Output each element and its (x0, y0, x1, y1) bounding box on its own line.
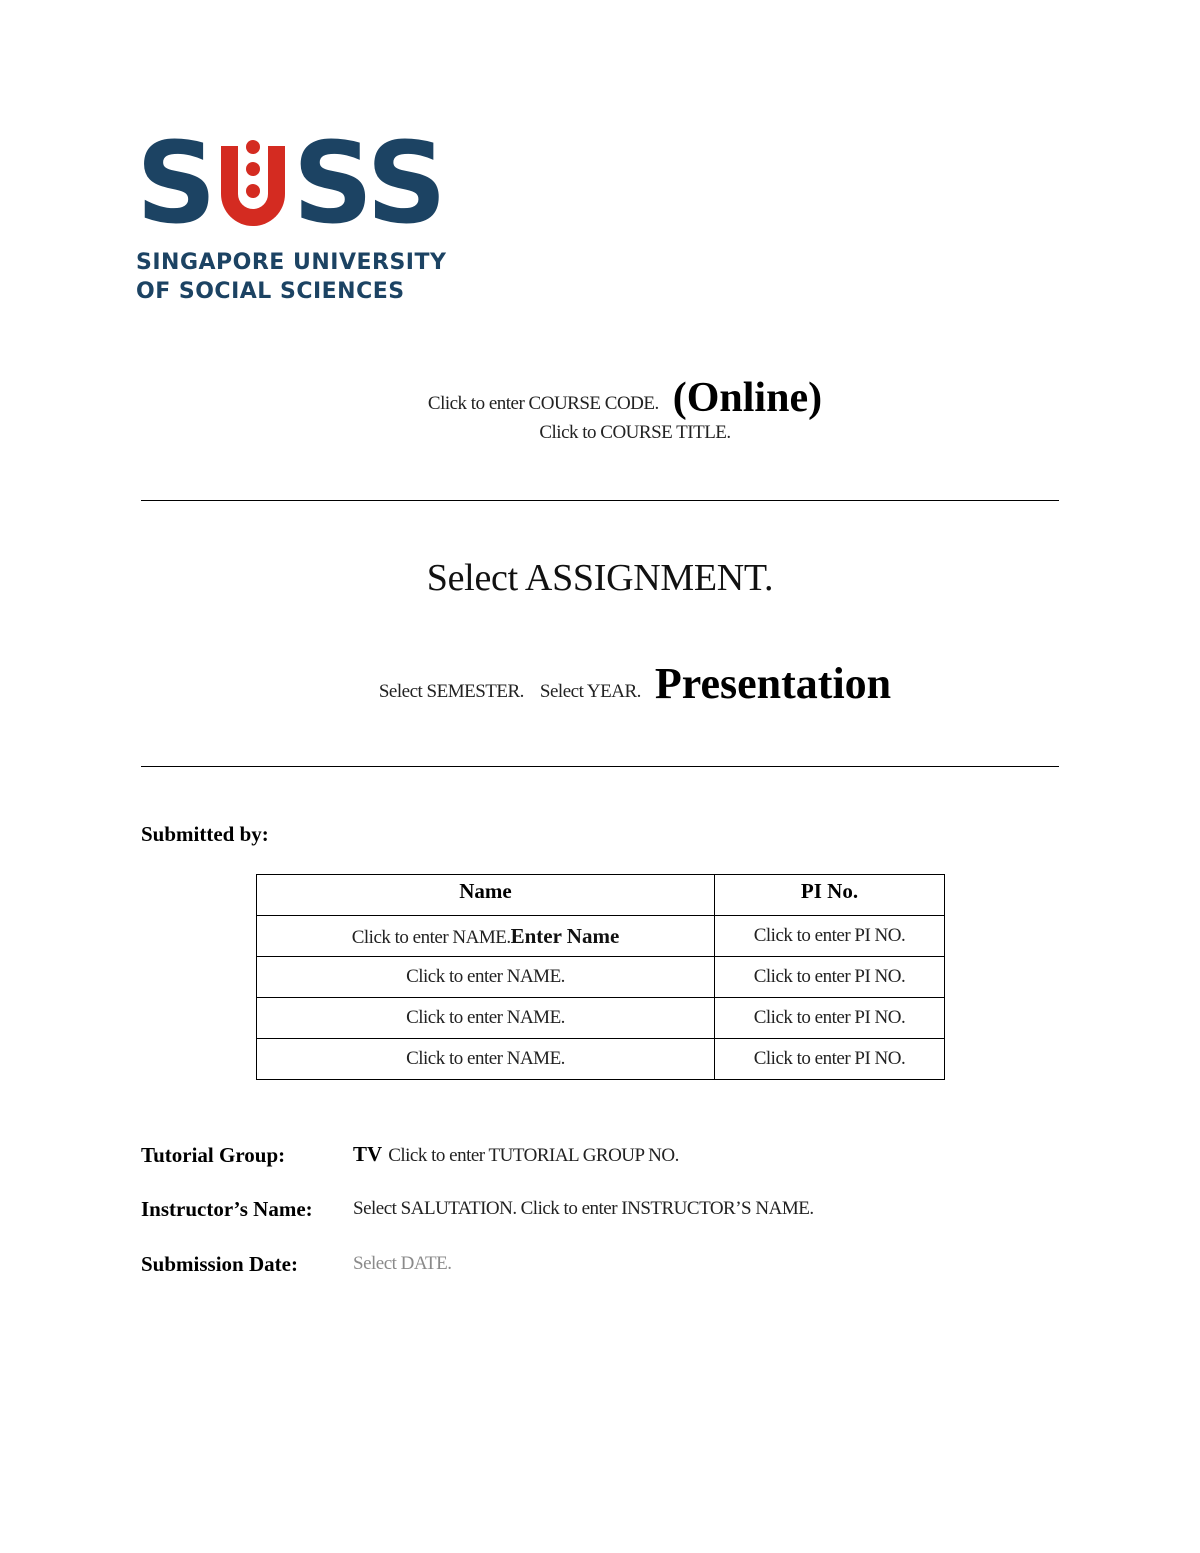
name-field[interactable]: Click to enter NAME. (351, 926, 511, 948)
table-row (257, 1039, 945, 1080)
name-cell[interactable] (257, 916, 715, 957)
table-header-row (257, 875, 945, 916)
instructor-name-field[interactable]: Click to enter INSTRUCTOR’S NAME. (520, 1198, 814, 1219)
semester-year-line (0, 658, 1200, 709)
pi-cell[interactable]: Click to enter PI NO. (715, 998, 945, 1039)
course-code-line (0, 374, 1200, 422)
column-header-name: Name (257, 875, 715, 916)
logo-wordmark: S SS (136, 119, 445, 249)
year-select[interactable]: Select YEAR. (539, 681, 641, 702)
members-table (256, 874, 945, 1080)
submission-date-label: Submission Date: (141, 1252, 298, 1276)
column-header-pi: PI No. (715, 875, 945, 916)
pi-cell[interactable]: Click to enter PI NO. (715, 957, 945, 998)
logo-subtitle-line1: SINGAPORE UNIVERSITY (136, 250, 447, 275)
tutorial-group-value (353, 1142, 679, 1167)
course-title-field[interactable]: Click to COURSE TITLE. (539, 422, 731, 443)
course-code-field[interactable]: Click to enter COURSE CODE. (427, 393, 659, 414)
tutorial-group-prefix: TV (353, 1142, 383, 1166)
semester-select[interactable]: Select SEMESTER. (378, 681, 524, 702)
table-row (257, 916, 945, 957)
name-cell[interactable]: Click to enter NAME. (257, 998, 715, 1039)
submission-date-picker[interactable]: Select DATE. (353, 1253, 452, 1274)
instructor-name-value (353, 1198, 814, 1220)
table-row (257, 957, 945, 998)
name-cell[interactable]: Click to enter NAME. (257, 957, 715, 998)
pi-cell[interactable]: Click to enter PI NO. (715, 916, 945, 957)
assignment-type: Presentation (654, 659, 892, 708)
enter-name-text: Enter Name (510, 923, 620, 948)
assignment-select[interactable]: Select ASSIGNMENT. (426, 557, 774, 599)
salutation-select[interactable]: Select SALUTATION. (353, 1198, 517, 1219)
course-mode: (Online) (672, 375, 823, 421)
tutorial-group-field[interactable]: Click to enter TUTORIAL GROUP NO. (388, 1145, 679, 1166)
name-cell[interactable]: Click to enter NAME. (257, 1039, 715, 1080)
logo-subtitle-line2: OF SOCIAL SCIENCES (136, 279, 405, 304)
submitted-by-label: Submitted by: (141, 822, 269, 846)
tutorial-group-label: Tutorial Group: (141, 1143, 286, 1167)
pi-cell[interactable]: Click to enter PI NO. (715, 1039, 945, 1080)
suss-logo (136, 119, 456, 306)
divider-bottom (141, 766, 1059, 767)
divider-top (141, 500, 1059, 501)
instructor-name-label: Instructor’s Name: (141, 1197, 313, 1221)
table-row (257, 998, 945, 1039)
logo-u-glyph (217, 136, 291, 226)
